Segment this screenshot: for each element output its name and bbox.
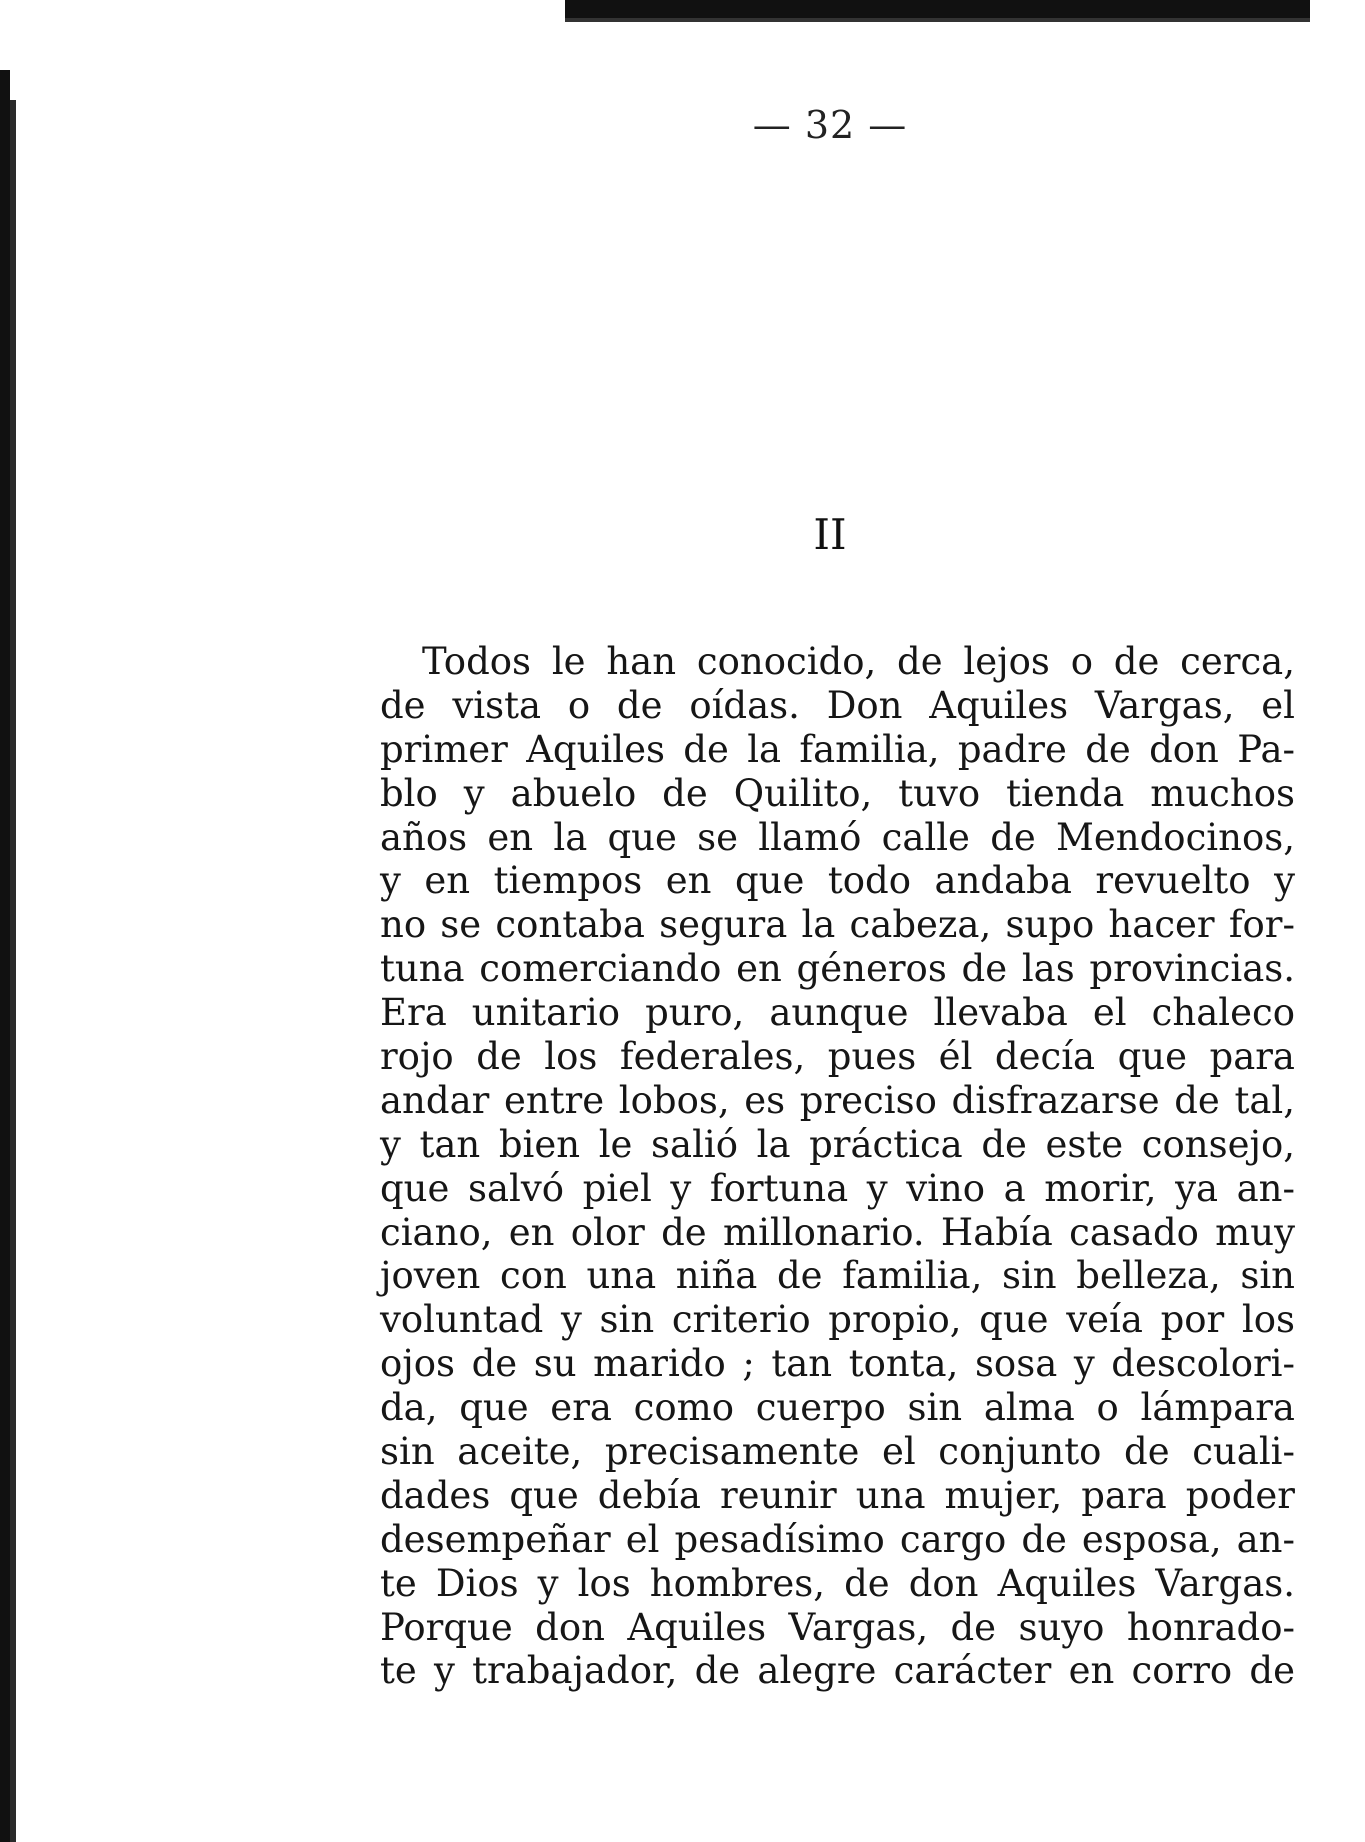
text-line: años en la que se llamó calle de Mendocinos,: [380, 815, 1295, 859]
binding-edge: [0, 70, 10, 1842]
text-line: blo y abuelo de Quilito, tuvo tienda muchos: [380, 771, 1295, 815]
text-line: joven con una niña de familia, sin belleza, sin: [380, 1254, 1295, 1298]
text-line: rojo de los federales, pues él decía que para: [380, 1035, 1295, 1079]
text-line: no se contaba segura la cabeza, supo hacer for-: [380, 903, 1295, 947]
chapter-heading: II: [813, 510, 847, 559]
page-number: — 32 —: [752, 103, 908, 147]
text-line: sin aceite, precisamente el conjunto de cuali-: [380, 1430, 1295, 1474]
text-line: andar entre lobos, es preciso disfrazarse de tal,: [380, 1078, 1295, 1122]
top-rule: [565, 0, 1310, 18]
text-line: voluntad y sin criterio propio, que veía por los: [380, 1298, 1295, 1342]
text-line: dades que debía reunir una mujer, para poder: [380, 1473, 1295, 1517]
binding-edge-inner: [10, 100, 16, 1842]
text-line: y tan bien le salió la práctica de este consejo,: [380, 1122, 1295, 1166]
text-line: Todos le han conocido, de lejos o de cerca,: [422, 640, 1295, 683]
text-line: de vista o de oídas. Don Aquiles Vargas, el: [380, 683, 1295, 727]
text-line: tuna comerciando en géneros de las provincias.: [380, 947, 1295, 991]
text-line: que salvó piel y fortuna y vino a morir, ya an-: [380, 1166, 1295, 1210]
top-rule-shadow: [565, 18, 1310, 22]
text-line: ciano, en olor de millonario. Había casado muy: [380, 1210, 1295, 1254]
text-line: Era unitario puro, aunque llevaba el chaleco: [380, 991, 1295, 1035]
text-line: primer Aquiles de la familia, padre de don Pa-: [380, 727, 1295, 771]
text-line: da, que era como cuerpo sin alma o lámpara: [380, 1386, 1295, 1430]
text-line: y en tiempos en que todo andaba revuelto y: [380, 859, 1295, 903]
text-line: te y trabajador, de alegre carácter en corro de: [380, 1649, 1295, 1693]
text-line: desempeñar el pesadísimo cargo de esposa, an-: [380, 1517, 1295, 1561]
text-line: ojos de su marido ; tan tonta, sosa y descolori-: [380, 1342, 1295, 1386]
text-line: te Dios y los hombres, de don Aquiles Vargas.: [380, 1561, 1295, 1605]
body-text: [380, 640, 1295, 1693]
text-line: Porque don Aquiles Vargas, de suyo honrado-: [380, 1605, 1295, 1649]
